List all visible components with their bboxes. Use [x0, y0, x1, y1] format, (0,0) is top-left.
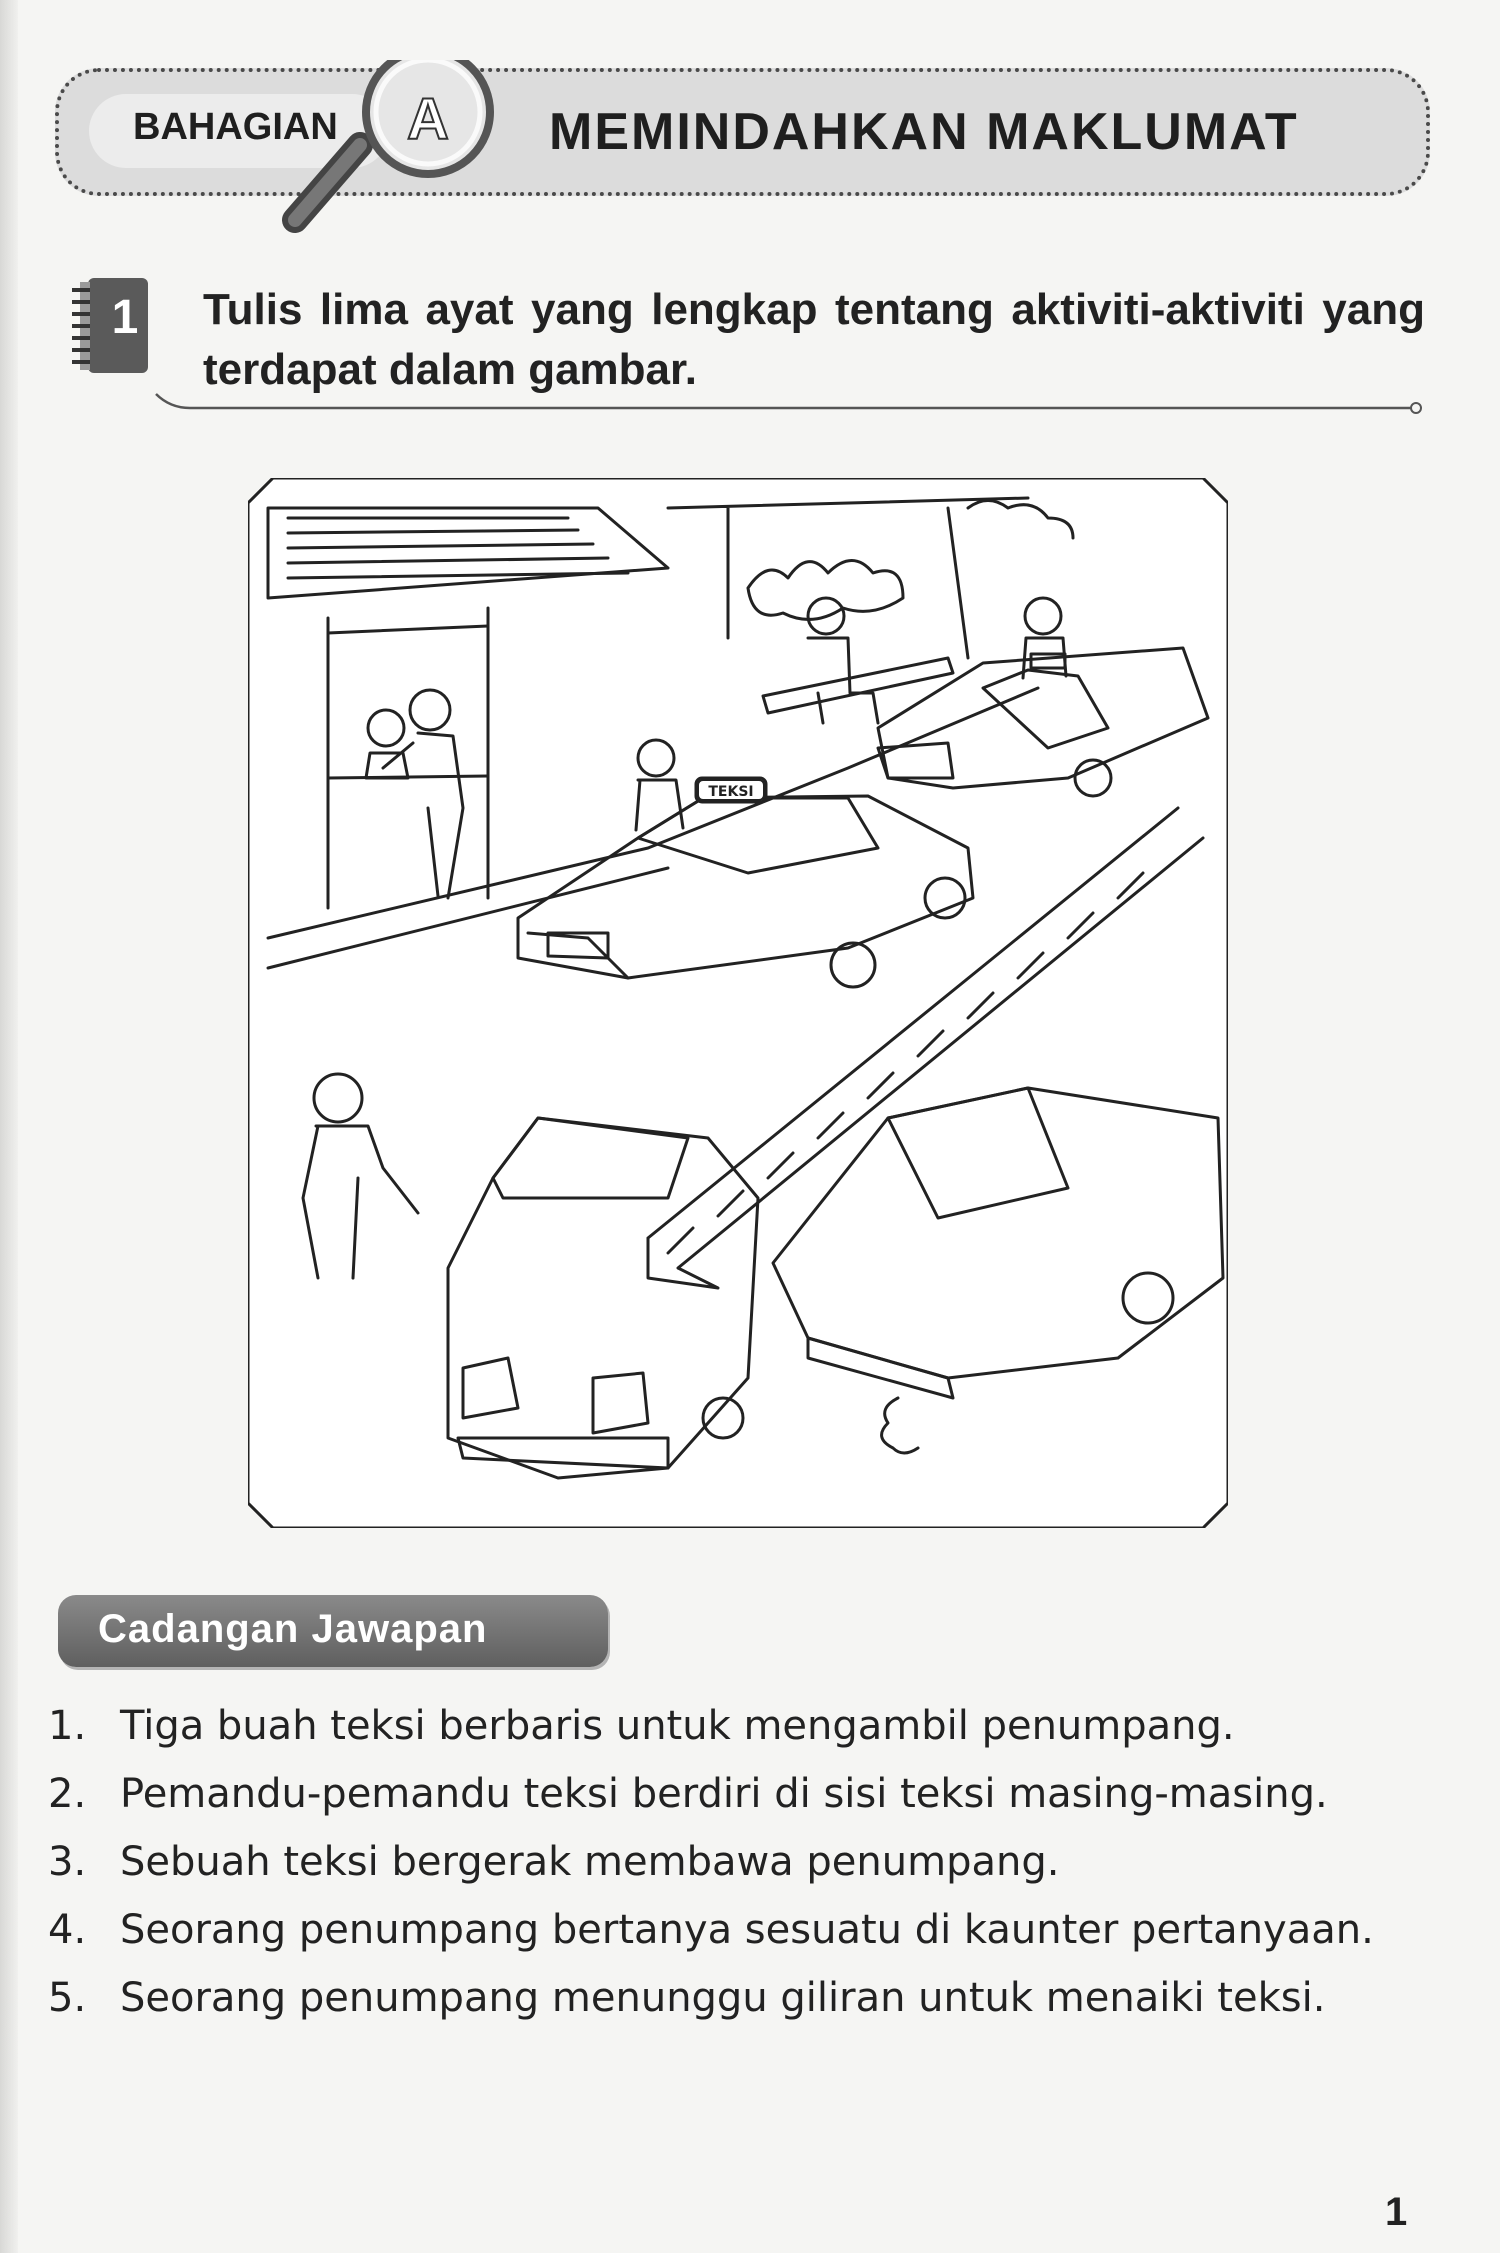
section-title: MEMINDAHKAN MAKLUMAT — [549, 103, 1299, 161]
answer-number: 2. — [48, 1771, 87, 1817]
section-banner — [55, 68, 1430, 196]
question-number: 1 — [111, 291, 139, 344]
answer-text: Seorang penumpang bertanya sesuatu di kaunter pertanyaan. — [120, 1907, 1374, 1953]
answer-text: Sebuah teksi bergerak membawa penumpang. — [120, 1839, 1060, 1885]
answer-tab — [58, 1595, 608, 1667]
answer-text: Seorang penumpang menunggu giliran untuk menaiki teksi. — [120, 1975, 1326, 2021]
answer-item — [48, 1768, 1420, 1820]
answer-item — [48, 1836, 1420, 1888]
question-underline — [150, 392, 1430, 416]
answer-item — [48, 1700, 1420, 1752]
answer-item — [48, 1972, 1420, 2024]
section-label: BAHAGIAN — [133, 106, 338, 148]
section-letter: A — [407, 87, 449, 152]
answer-number: 3. — [48, 1839, 87, 1885]
taxi-stand-illustration — [248, 478, 1228, 1528]
answer-text: Pemandu-pemandu teksi berdiri di sisi teksi masing-masing. — [120, 1771, 1328, 1817]
answer-list — [48, 1700, 1420, 2040]
question-text: Tulis lima ayat yang lengkap tentang aktiviti-aktiviti yang terdapat dalam gambar. — [203, 285, 1425, 394]
page-number: 1 — [1385, 2190, 1408, 2234]
answer-number: 4. — [48, 1907, 87, 1953]
answer-number: 5. — [48, 1975, 87, 2021]
answer-tab-label: Cadangan Jawapan — [98, 1607, 488, 1651]
answer-number: 1. — [48, 1703, 87, 1749]
answer-text: Tiga buah teksi berbaris untuk mengambil penumpang. — [120, 1703, 1235, 1749]
taxi-roof-sign: TEKSI — [708, 784, 754, 800]
answer-item — [48, 1904, 1420, 1956]
page-spine — [0, 0, 18, 2253]
